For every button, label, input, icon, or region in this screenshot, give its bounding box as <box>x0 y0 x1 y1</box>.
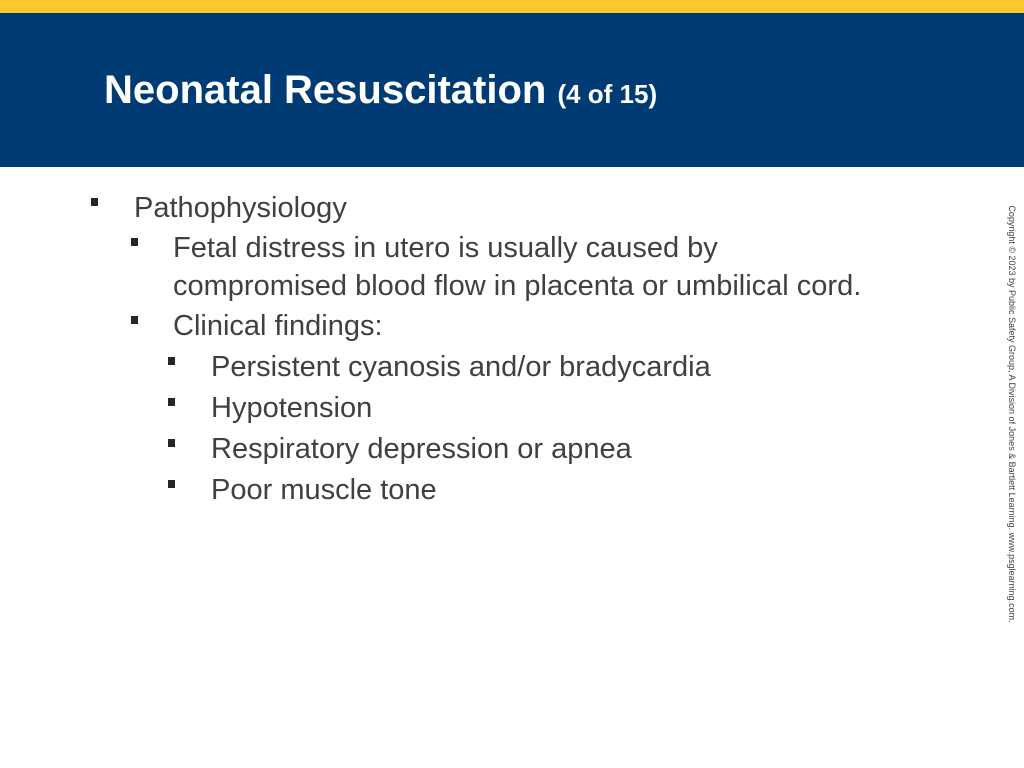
finding-respiratory: Respiratory depression or apnea <box>211 433 632 465</box>
bullet-square-icon <box>91 198 98 206</box>
finding-hypotension: Hypotension <box>211 392 373 424</box>
finding-cyanosis: Persistent cyanosis and/or bradycardia <box>211 351 711 383</box>
bullet-square-icon <box>168 357 175 365</box>
finding-muscle-tone: Poor muscle tone <box>211 474 437 506</box>
bullet-square-icon <box>168 439 175 447</box>
copyright-notice: Copyright © 2023 by Public Safety Group, A Division of Jones & Bartlett Learning. www.psglearning.com. <box>1007 205 1017 623</box>
bullet-clinical-findings: Clinical findings: <box>173 310 383 342</box>
slide-title-text: Neonatal Resuscitation <box>104 68 547 112</box>
bullet-fetal-distress-line-1: Fetal distress in utero is usually caused by <box>173 232 718 264</box>
slide-counter: (4 of 15) <box>557 79 658 109</box>
bullet-pathophysiology: Pathophysiology <box>134 192 347 224</box>
bullet-square-icon <box>168 480 175 488</box>
bullet-square-icon <box>131 238 138 246</box>
bullet-square-icon <box>168 398 175 406</box>
bullet-fetal-distress-line-2: compromised blood flow in placenta or umbilical cord. <box>173 270 862 302</box>
bullet-square-icon <box>131 316 138 324</box>
